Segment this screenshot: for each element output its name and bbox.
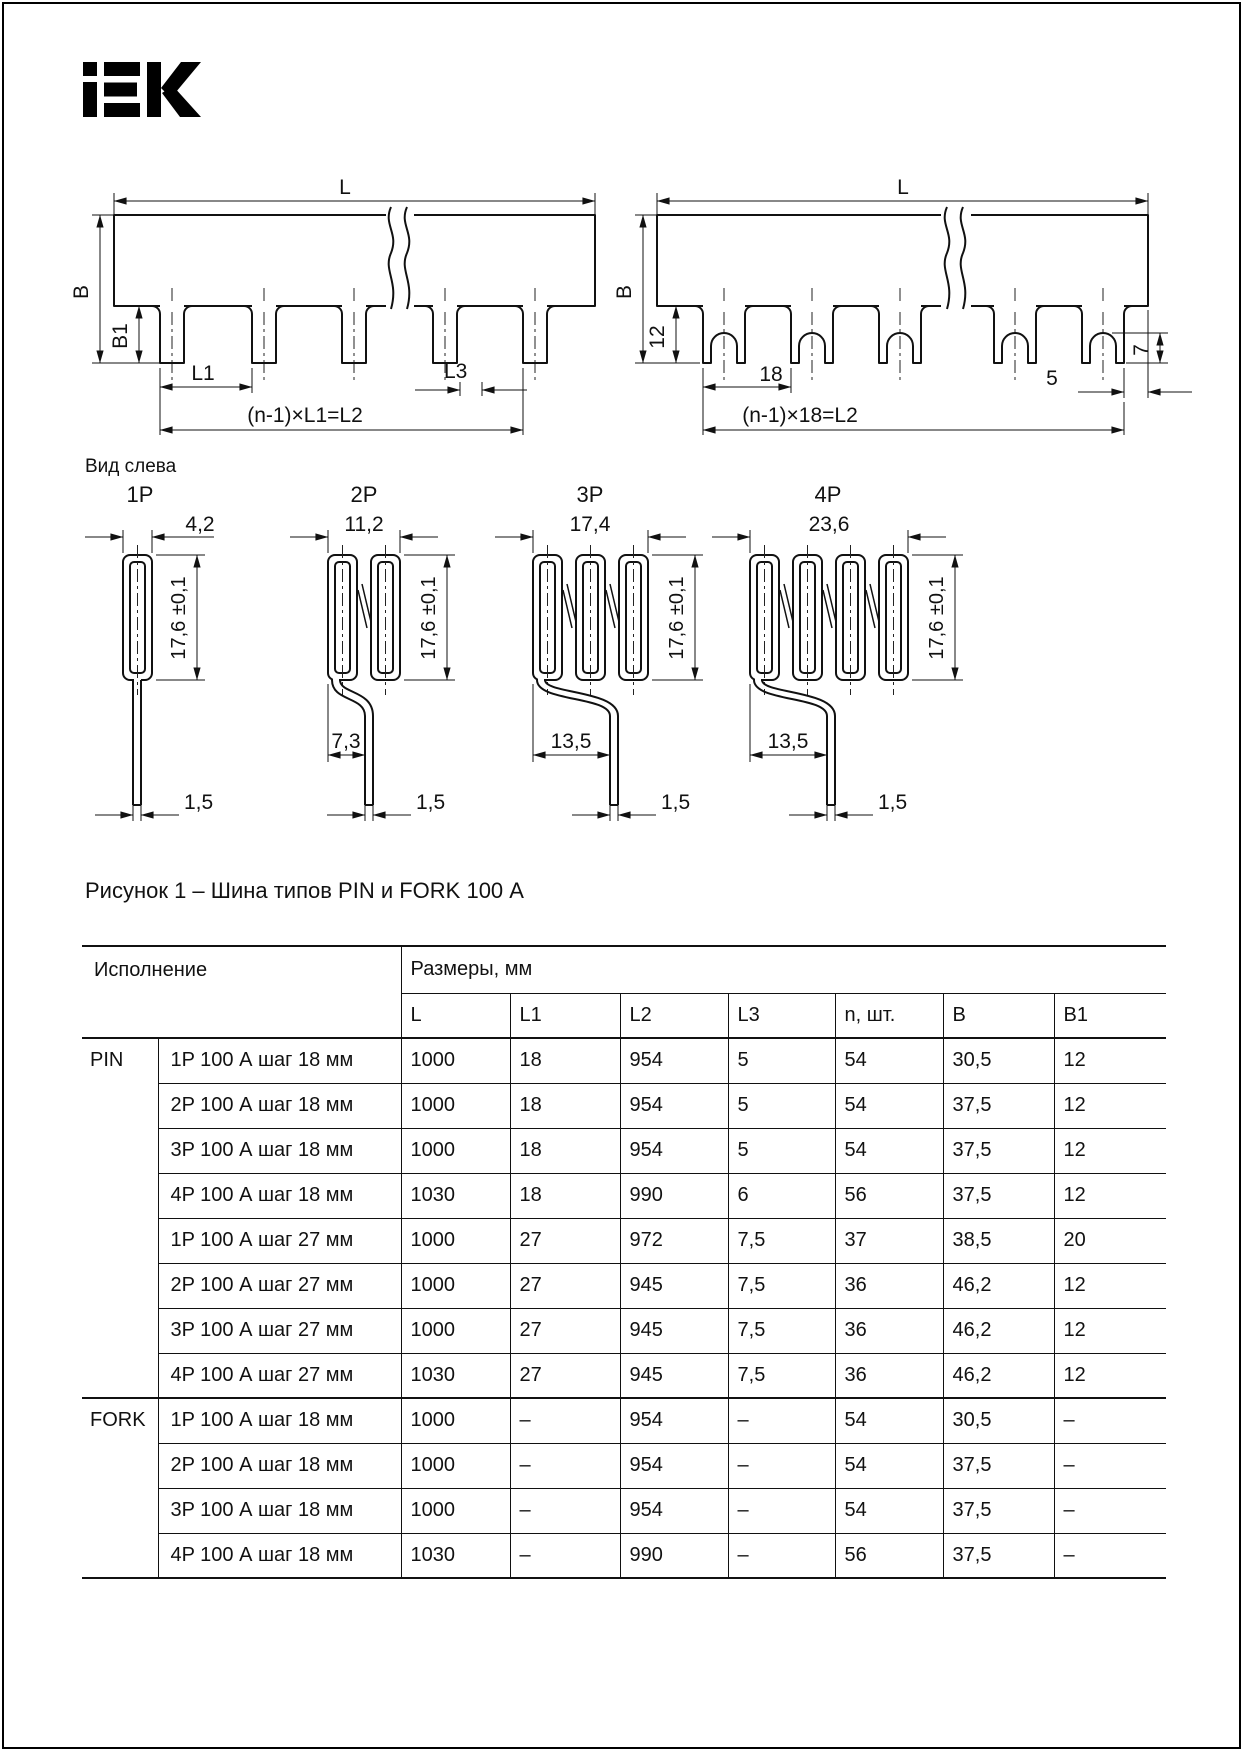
variant-cell: 1P 100 А шаг 18 мм — [158, 1038, 401, 1083]
variant-cell: 1P 100 А шаг 18 мм — [158, 1398, 401, 1443]
section-2p — [290, 482, 455, 821]
value-cell: 7,5 — [728, 1263, 835, 1308]
section-1p-tail: 1,5 — [184, 791, 214, 814]
variant-cell: 4P 100 А шаг 27 мм — [158, 1353, 401, 1398]
variant-cell: 2P 100 А шаг 18 мм — [158, 1083, 401, 1128]
value-cell: 12 — [1054, 1263, 1166, 1308]
table-row — [82, 1488, 1166, 1533]
side-views-drawing — [60, 150, 1200, 450]
value-cell: 1030 — [401, 1353, 510, 1398]
value-cell: 954 — [620, 1128, 728, 1173]
fork-dim-18: 18 — [759, 363, 783, 386]
value-cell: 972 — [620, 1218, 728, 1263]
table-row — [82, 1443, 1166, 1488]
header-dimensions: Размеры, мм — [401, 946, 1166, 993]
value-cell: 27 — [510, 1218, 620, 1263]
value-cell: 54 — [835, 1443, 943, 1488]
value-cell: 20 — [1054, 1218, 1166, 1263]
section-3p-offset: 13,5 — [550, 730, 592, 753]
variant-cell: 4P 100 А шаг 18 мм — [158, 1173, 401, 1218]
table-row — [82, 1353, 1166, 1398]
left-view-label: Вид слева — [85, 456, 177, 477]
value-cell: 945 — [620, 1263, 728, 1308]
value-cell: 12 — [1054, 1173, 1166, 1218]
header-execution: Исполнение — [82, 946, 401, 1038]
section-3p-tail: 1,5 — [661, 791, 691, 814]
section-3p-width: 17,4 — [569, 513, 611, 536]
value-cell: 954 — [620, 1038, 728, 1083]
value-cell: – — [1054, 1443, 1166, 1488]
value-cell: 18 — [510, 1173, 620, 1218]
value-cell: 1030 — [401, 1173, 510, 1218]
col-header-l: L — [401, 993, 510, 1038]
value-cell: 954 — [620, 1083, 728, 1128]
variant-cell: 4P 100 А шаг 18 мм — [158, 1533, 401, 1578]
section-3p — [495, 482, 703, 821]
value-cell: – — [728, 1443, 835, 1488]
value-cell: – — [510, 1488, 620, 1533]
value-cell: 30,5 — [943, 1038, 1054, 1083]
section-2p-width: 11,2 — [344, 513, 384, 536]
table-row — [82, 1173, 1166, 1218]
dimensions-table — [82, 945, 1166, 1579]
section-4p-offset: 13,5 — [767, 730, 809, 753]
variant-cell: 1P 100 А шаг 27 мм — [158, 1218, 401, 1263]
value-cell: 37,5 — [943, 1173, 1054, 1218]
value-cell: 5 — [728, 1083, 835, 1128]
col-header-l3: L3 — [728, 993, 835, 1038]
value-cell: 12 — [1054, 1308, 1166, 1353]
value-cell: 1000 — [401, 1218, 510, 1263]
table-row — [82, 1533, 1166, 1578]
pin-dim-b: B — [70, 284, 93, 300]
pin-side-view — [70, 176, 595, 435]
value-cell: – — [728, 1398, 835, 1443]
section-2p-tail: 1,5 — [416, 791, 446, 814]
value-cell: 7,5 — [728, 1353, 835, 1398]
value-cell: 1000 — [401, 1308, 510, 1353]
value-cell: – — [728, 1533, 835, 1578]
value-cell: 990 — [620, 1173, 728, 1218]
value-cell: 5 — [728, 1038, 835, 1083]
section-3p-label: 3P — [576, 482, 604, 507]
pin-dim-l1: L1 — [191, 362, 215, 385]
fork-dim-l2-formula: (n-1)×18=L2 — [742, 404, 858, 427]
value-cell: – — [510, 1398, 620, 1443]
value-cell: 54 — [835, 1128, 943, 1173]
pin-dim-l2-formula: (n-1)×L1=L2 — [247, 404, 363, 427]
col-header-l2: L2 — [620, 993, 728, 1038]
value-cell: 18 — [510, 1083, 620, 1128]
value-cell: 46,2 — [943, 1353, 1054, 1398]
value-cell: 56 — [835, 1533, 943, 1578]
fork-dim-5: 5 — [1046, 367, 1058, 390]
variant-cell: 2P 100 А шаг 18 мм — [158, 1443, 401, 1488]
value-cell: 54 — [835, 1083, 943, 1128]
value-cell: 46,2 — [943, 1308, 1054, 1353]
value-cell: – — [510, 1533, 620, 1578]
group-cell-fork: FORK — [82, 1398, 158, 1578]
table-row — [82, 1398, 1166, 1443]
value-cell: 37,5 — [943, 1083, 1054, 1128]
col-header-l1: L1 — [510, 993, 620, 1038]
figure-caption: Рисунок 1 – Шина типов PIN и FORK 100 А — [85, 878, 524, 903]
section-4p-height: 17,6 ±0,1 — [926, 576, 948, 660]
group-cell-pin: PIN — [82, 1038, 158, 1398]
value-cell: 36 — [835, 1353, 943, 1398]
value-cell: 6 — [728, 1173, 835, 1218]
value-cell: 954 — [620, 1398, 728, 1443]
value-cell: 46,2 — [943, 1263, 1054, 1308]
value-cell: 37,5 — [943, 1488, 1054, 1533]
value-cell: – — [728, 1488, 835, 1533]
variant-cell: 3P 100 А шаг 18 мм — [158, 1128, 401, 1173]
value-cell: 12 — [1054, 1353, 1166, 1398]
value-cell: 54 — [835, 1398, 943, 1443]
fork-dim-7: 7 — [1130, 344, 1153, 356]
value-cell: 27 — [510, 1353, 620, 1398]
section-1p-label: 1P — [126, 482, 154, 507]
value-cell: 18 — [510, 1038, 620, 1083]
section-3p-height: 17,6 ±0,1 — [666, 576, 688, 660]
section-4p-label: 4P — [814, 482, 842, 507]
section-2p-offset: 7,3 — [331, 730, 361, 753]
pin-dim-b1: B1 — [109, 323, 132, 349]
section-1p-width: 4,2 — [185, 513, 215, 536]
variant-cell: 3P 100 А шаг 18 мм — [158, 1488, 401, 1533]
value-cell: 12 — [1054, 1083, 1166, 1128]
value-cell: – — [510, 1443, 620, 1488]
fork-dim-b: B — [613, 284, 636, 300]
col-header-b1: B1 — [1054, 993, 1166, 1038]
value-cell: 1000 — [401, 1443, 510, 1488]
cross-sections-drawing — [60, 445, 1000, 835]
value-cell: 27 — [510, 1308, 620, 1353]
value-cell: 27 — [510, 1263, 620, 1308]
value-cell: 36 — [835, 1308, 943, 1353]
col-header-n: n, шт. — [835, 993, 943, 1038]
value-cell: 18 — [510, 1128, 620, 1173]
fork-dim-l: L — [897, 176, 909, 199]
section-4p-width: 23,6 — [808, 513, 850, 536]
table-row — [82, 1263, 1166, 1308]
col-header-b: B — [943, 993, 1054, 1038]
value-cell: 7,5 — [728, 1308, 835, 1353]
value-cell: 1000 — [401, 1128, 510, 1173]
pin-dim-l: L — [339, 176, 351, 199]
value-cell: 37 — [835, 1218, 943, 1263]
table-row — [82, 1083, 1166, 1128]
table-row — [82, 1128, 1166, 1173]
section-1p-height: 17,6 ±0,1 — [168, 576, 190, 660]
value-cell: 7,5 — [728, 1218, 835, 1263]
value-cell: 12 — [1054, 1038, 1166, 1083]
table-row — [82, 1038, 1166, 1083]
value-cell: 12 — [1054, 1128, 1166, 1173]
value-cell: 54 — [835, 1038, 943, 1083]
value-cell: 1000 — [401, 1398, 510, 1443]
value-cell: 37,5 — [943, 1533, 1054, 1578]
value-cell: 36 — [835, 1263, 943, 1308]
value-cell: 56 — [835, 1173, 943, 1218]
value-cell: 37,5 — [943, 1443, 1054, 1488]
value-cell: 945 — [620, 1308, 728, 1353]
value-cell: 990 — [620, 1533, 728, 1578]
section-2p-height: 17,6 ±0,1 — [418, 576, 440, 660]
variant-cell: 2P 100 А шаг 27 мм — [158, 1263, 401, 1308]
section-4p-tail: 1,5 — [878, 791, 908, 814]
value-cell: 37,5 — [943, 1128, 1054, 1173]
value-cell: 954 — [620, 1488, 728, 1533]
section-4p — [712, 482, 963, 821]
value-cell: 54 — [835, 1488, 943, 1533]
pin-dim-l3: L3 — [444, 360, 468, 383]
value-cell: 1030 — [401, 1533, 510, 1578]
value-cell: – — [1054, 1533, 1166, 1578]
variant-cell: 3P 100 А шаг 27 мм — [158, 1308, 401, 1353]
value-cell: 30,5 — [943, 1398, 1054, 1443]
value-cell: 1000 — [401, 1038, 510, 1083]
table-row — [82, 1308, 1166, 1353]
value-cell: 945 — [620, 1353, 728, 1398]
iek-logo — [83, 62, 201, 117]
fork-side-view — [613, 176, 1192, 435]
value-cell: 1000 — [401, 1083, 510, 1128]
value-cell: – — [1054, 1398, 1166, 1443]
value-cell: 954 — [620, 1443, 728, 1488]
section-2p-label: 2P — [350, 482, 378, 507]
table-row — [82, 1218, 1166, 1263]
value-cell: 1000 — [401, 1263, 510, 1308]
section-1p — [85, 482, 215, 821]
value-cell: 38,5 — [943, 1218, 1054, 1263]
fork-dim-12: 12 — [646, 325, 669, 349]
value-cell: 1000 — [401, 1488, 510, 1533]
value-cell: 5 — [728, 1128, 835, 1173]
value-cell: – — [1054, 1488, 1166, 1533]
